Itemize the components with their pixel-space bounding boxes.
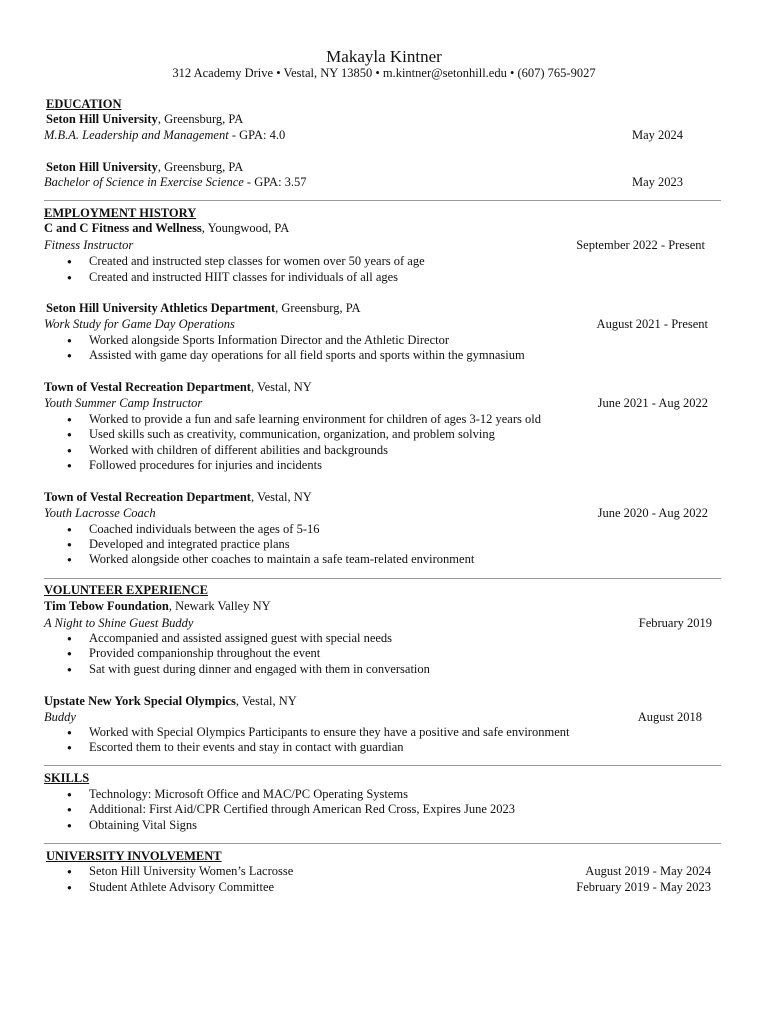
job-role-1: Fitness Instructor	[44, 238, 134, 252]
job-date-3: June 2021 - Aug 2022	[597, 396, 708, 410]
job-role-3: Youth Summer Camp Instructor	[44, 396, 203, 410]
volunteer-1-bullet-1: ● Accompanied and assisted assigned guest with special needs	[45, 631, 392, 646]
volunteer-2-bullet-1: ● Worked with Special Olympics Participants to ensure they have a positive and safe environment	[45, 725, 569, 740]
job-3-bullet-3: ● Worked with children of different abilities and backgrounds	[45, 443, 388, 458]
volunteer-1-bullet-2: ● Provided companionship throughout the event	[45, 646, 320, 661]
volunteer-role-2: Buddy	[44, 710, 76, 724]
job-2-bullet-2: ● Assisted with game day operations for all field sports and sports within the gymnasium	[45, 348, 525, 363]
job-3-bullet-1: ● Worked to provide a fun and safe learning environment for children of ages 3-12 years old	[45, 412, 541, 427]
section-divider	[44, 843, 721, 844]
involvement-item-1: ● Seton Hill University Women’s Lacrosse	[45, 864, 293, 879]
education-degree-2: Bachelor of Science in Exercise Science - GPA: 3.57	[44, 175, 307, 189]
job-2-bullet-1: ● Worked alongside Sports Information Director and the Athletic Director	[45, 333, 449, 348]
contact-line: 312 Academy Drive • Vestal, NY 13850 • m.kintner@setonhill.edu • (607) 765-9027	[172, 66, 596, 80]
job-4-bullet-2: ● Developed and integrated practice plans	[45, 537, 290, 552]
job-org-3: Town of Vestal Recreation Department, Vestal, NY	[44, 380, 312, 394]
job-date-2: August 2021 - Present	[596, 317, 708, 331]
job-org-4: Town of Vestal Recreation Department, Vestal, NY	[44, 490, 312, 504]
section-divider	[44, 765, 721, 766]
education-date-2: May 2023	[631, 175, 683, 189]
job-role-4: Youth Lacrosse Coach	[44, 506, 156, 520]
skill-bullet-3: ● Obtaining Vital Signs	[45, 818, 197, 833]
education-org-2: Seton Hill University, Greensburg, PA	[46, 160, 244, 174]
job-3-bullet-2: ● Used skills such as creativity, communication, organization, and problem solving	[45, 427, 495, 442]
resume-name: Makayla Kintner	[326, 47, 442, 66]
job-org-2: Seton Hill University Athletics Department, Greensburg, PA	[46, 301, 361, 315]
job-role-2: Work Study for Game Day Operations	[44, 317, 235, 331]
education-heading: EDUCATION	[46, 97, 122, 111]
involvement-date-2: February 2019 - May 2023	[576, 880, 711, 894]
job-org-1: C and C Fitness and Wellness, Youngwood, PA	[44, 221, 290, 235]
volunteer-org-1: Tim Tebow Foundation, Newark Valley NY	[44, 599, 271, 613]
volunteer-2-bullet-2: ● Escorted them to their events and stay in contact with guardian	[45, 740, 404, 755]
section-divider	[44, 578, 721, 579]
skill-bullet-1: ● Technology: Microsoft Office and MAC/PC Operating Systems	[45, 787, 408, 802]
volunteer-role-1: A Night to Shine Guest Buddy	[44, 616, 194, 630]
section-divider	[44, 200, 721, 201]
job-3-bullet-4: ● Followed procedures for injuries and incidents	[45, 458, 322, 473]
skills-heading: SKILLS	[44, 771, 90, 785]
volunteer-1-bullet-3: ● Sat with guest during dinner and engaged with them in conversation	[45, 662, 430, 677]
employment-heading: EMPLOYMENT HISTORY	[44, 206, 197, 220]
involvement-date-1: August 2019 - May 2024	[585, 864, 711, 878]
volunteer-date-1: February 2019	[638, 616, 712, 630]
education-degree-1: M.B.A. Leadership and Management - GPA: 4.0	[44, 128, 286, 142]
job-4-bullet-3: ● Worked alongside other coaches to maintain a safe team-related environment	[45, 552, 474, 567]
involvement-item-2: ● Student Athlete Advisory Committee	[45, 880, 274, 895]
education-date-1: May 2024	[631, 128, 683, 142]
volunteer-heading: VOLUNTEER EXPERIENCE	[44, 583, 209, 597]
education-org-1: Seton Hill University, Greensburg, PA	[46, 112, 244, 126]
skill-bullet-2: ● Additional: First Aid/CPR Certified through American Red Cross, Expires June 2023	[45, 802, 515, 817]
job-1-bullet-1: ● Created and instructed step classes for women over 50 years of age	[45, 254, 425, 269]
job-date-4: June 2020 - Aug 2022	[597, 506, 708, 520]
involvement-heading: UNIVERSITY INVOLVEMENT	[46, 849, 222, 863]
job-4-bullet-1: ● Coached individuals between the ages of 5-16	[45, 522, 320, 537]
job-1-bullet-2: ● Created and instructed HIIT classes for individuals of all ages	[45, 270, 398, 285]
volunteer-org-2: Upstate New York Special Olympics, Vestal, NY	[44, 694, 297, 708]
job-date-1: September 2022 - Present	[576, 238, 705, 252]
volunteer-date-2: August 2018	[637, 710, 702, 724]
